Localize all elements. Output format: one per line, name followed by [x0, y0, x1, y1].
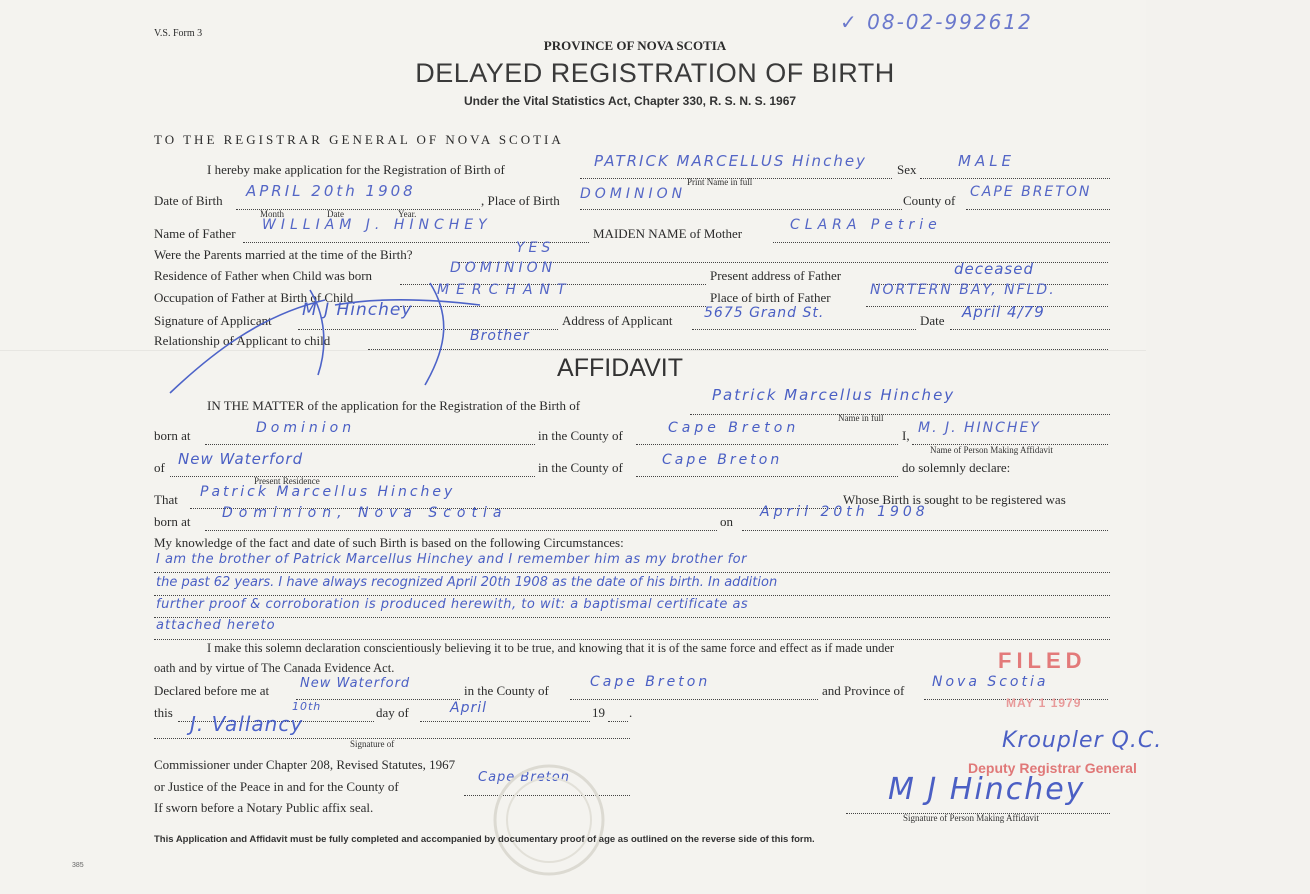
father-label: Name of Father: [154, 226, 236, 241]
affidavit-heading: AFFIDAVIT: [557, 354, 683, 382]
form-label: V.S. Form 3: [154, 28, 203, 39]
notary-seal: [474, 760, 624, 880]
matter-label: IN THE MATTER of the application for the Registration of the Birth of: [207, 398, 581, 413]
married-field[interactable]: YES: [516, 240, 555, 256]
addressee: TO THE REGISTRAR GENERAL OF NOVA SCOTIA: [154, 132, 564, 147]
justice-label: or Justice of the Peace in and for the County of: [154, 779, 399, 794]
circumstances-line-3[interactable]: further proof & corroboration is produced herewith, to wit: a baptismal certificate as: [156, 597, 749, 612]
present-address-label: Present address of Father: [710, 268, 842, 283]
circumstances-line-4[interactable]: attached hereto: [156, 618, 276, 633]
relationship-field[interactable]: Brother: [470, 328, 530, 344]
present-address-field[interactable]: deceased: [954, 260, 1034, 278]
filed-stamp: FILED: [998, 648, 1087, 673]
registrar-title-stamp: Deputy Registrar General: [968, 760, 1137, 776]
signature-of-note: Signature of: [350, 739, 395, 749]
occupation-field[interactable]: MERCHANT: [437, 282, 573, 298]
married-label: Were the Parents married at the time of the Birth?: [154, 247, 413, 262]
applicant-address-label: Address of Applicant: [562, 313, 673, 328]
county-field-2[interactable]: Cape Breton: [662, 452, 783, 468]
justice-field[interactable]: Cape Breton: [478, 770, 570, 785]
affiant-note: Signature of Person Making Affidavit: [903, 813, 1039, 823]
name-in-full-note: Name in full: [838, 413, 884, 423]
document-title: DELAYED REGISTRATION OF BIRTH: [415, 58, 895, 88]
place-label: , Place of Birth: [481, 193, 560, 208]
year-suffix: .: [629, 705, 633, 720]
dob-label: Date of Birth: [154, 193, 223, 208]
intro-label: I hereby make application for the Registration of Birth of: [207, 162, 505, 177]
county-field[interactable]: CAPE BRETON: [970, 184, 1092, 200]
circumstances-line-1[interactable]: I am the brother of Patrick Marcellus Hinchey and I remember him as my brother for: [156, 552, 747, 567]
county-field-3[interactable]: Cape Breton: [590, 674, 711, 690]
commissioner-signature[interactable]: J. Vallancy: [190, 712, 304, 736]
applicant-signature[interactable]: M J Hinchey: [302, 300, 413, 320]
declare-label: do solemnly declare:: [902, 460, 1011, 475]
place-field[interactable]: DOMINION: [580, 186, 687, 202]
notary-label: If sworn before a Notary Public affix seal.: [154, 800, 374, 815]
occupation-label: Occupation of Father at Birth of Child: [154, 290, 354, 305]
relationship-label: Relationship of Applicant to child: [154, 333, 331, 348]
solemn-declaration-1: I make this solemn declaration conscientiously believing it to be true, and knowing that it is of the same force and effect as if made under: [207, 641, 895, 655]
declared-field[interactable]: New Waterford: [300, 676, 411, 691]
person-making-note: Name of Person Making Affidavit: [930, 445, 1053, 455]
of-field[interactable]: New Waterford: [178, 450, 304, 468]
affiant-name-field[interactable]: M. J. HINCHEY: [918, 420, 1041, 436]
registration-number: ✓ 08-02-992612: [840, 10, 1033, 34]
province-field[interactable]: Nova Scotia: [932, 674, 1049, 690]
county-label-3: in the County of: [464, 683, 549, 698]
that-label: That: [154, 492, 178, 507]
date-label: Date: [327, 209, 344, 219]
mother-field[interactable]: CLARA Petrie: [790, 217, 942, 233]
circumstances-line-2[interactable]: the past 62 years. I have always recognized April 20th 1908 as the date of his birth. In addition: [156, 575, 778, 590]
dob-field[interactable]: APRIL 20th 1908: [246, 182, 416, 200]
on-field[interactable]: April 20th 1908: [760, 504, 929, 520]
present-residence-note: Present Residence: [254, 476, 320, 486]
county-label: County of: [903, 193, 956, 208]
footer-note: This Application and Affidavit must be fully completed and accompanied by documentary proof of age as outlined on the reverse side of this form.: [154, 834, 815, 845]
signature-label: Signature of Applicant: [154, 313, 272, 328]
print-name-note: Print Name in full: [687, 177, 753, 187]
county-field-1[interactable]: Cape Breton: [668, 420, 800, 436]
matter-field[interactable]: Patrick Marcellus Hinchey: [712, 386, 956, 404]
applicant-address-field[interactable]: 5675 Grand St.: [704, 305, 825, 321]
sex-field[interactable]: MALE: [958, 152, 1016, 170]
mother-label: MAIDEN NAME of Mother: [593, 226, 743, 241]
corner-code: 385: [72, 862, 84, 869]
year-label: Year.: [398, 209, 417, 219]
affiant-signature[interactable]: M J Hinchey: [888, 772, 1086, 807]
born-at-label-2: born at: [154, 514, 191, 529]
this-label: this: [154, 705, 173, 720]
document-subtitle: Under the Vital Statistics Act, Chapter 330, R. S. N. S. 1967: [463, 94, 797, 108]
registrar-signature[interactable]: Kroupler Q.C.: [1002, 728, 1163, 753]
declared-label: Declared before me at: [154, 683, 270, 698]
father-field[interactable]: WILLIAM J. HINCHEY: [262, 217, 492, 233]
born-at-label: born at: [154, 428, 191, 443]
county-label-1: in the County of: [538, 428, 623, 443]
residence-field[interactable]: DOMINION: [450, 260, 557, 276]
whose-birth-label: Whose Birth is sought to be registered was: [843, 492, 1066, 507]
born-at-field-2[interactable]: Dominion, Nova Scotia: [222, 505, 508, 521]
month-label: Month: [260, 209, 285, 219]
that-field[interactable]: Patrick Marcellus Hinchey: [200, 484, 456, 500]
date-field-label: Date: [920, 313, 945, 328]
date-field[interactable]: April 4/79: [962, 303, 1045, 321]
knowledge-label: My knowledge of the fact and date of such Birth is based on the following Circumstances:: [154, 535, 624, 550]
i-label: I,: [902, 428, 910, 443]
solemn-declaration-2: oath and by virtue of The Canada Evidence Act.: [154, 661, 395, 675]
filed-date-stamp: MAY 1 1979: [1006, 696, 1082, 710]
province-label: and Province of: [822, 683, 905, 698]
day-of-field[interactable]: April: [450, 700, 487, 716]
this-field[interactable]: 10th: [292, 700, 322, 713]
of-label: of: [154, 460, 165, 475]
sex-label: Sex: [897, 162, 917, 177]
year-prefix: 19: [592, 705, 605, 720]
province-heading: PROVINCE OF NOVA SCOTIA: [543, 38, 727, 53]
on-label: on: [720, 514, 733, 529]
child-name-field[interactable]: PATRICK MARCELLUS Hinchey: [594, 152, 867, 170]
county-label-2: in the County of: [538, 460, 623, 475]
signature-scribble: [150, 275, 540, 405]
father-birthplace-field[interactable]: NORTERN BAY, NFLD.: [870, 282, 1056, 298]
father-birthplace-label: Place of birth of Father: [710, 290, 831, 305]
residence-label: Residence of Father when Child was born: [154, 268, 373, 283]
born-at-field[interactable]: Dominion: [256, 420, 356, 436]
day-of-label: day of: [376, 705, 409, 720]
commissioner-label: Commissioner under Chapter 208, Revised Statutes, 1967: [154, 757, 456, 772]
